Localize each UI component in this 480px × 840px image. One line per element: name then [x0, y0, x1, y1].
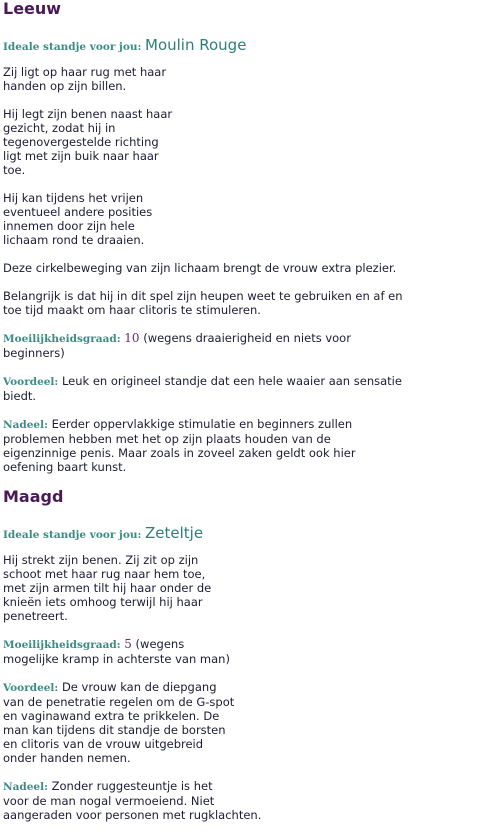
con-label: Nadeel:	[3, 419, 48, 431]
section-leeuw	[3, 0, 477, 474]
ideal-position-line	[3, 523, 477, 545]
description-paragraph: Hij kan tijdens het vrijen eventueel andere posities innemen door zijn hele lichaam rond te draaien.	[3, 191, 153, 247]
article	[3, 0, 477, 822]
position-name: Zeteltje	[145, 524, 204, 542]
difficulty-label: Moeilijkheidsgraad:	[3, 639, 121, 651]
difficulty-paragraph	[3, 331, 477, 360]
difficulty-text: (wegens draaierigheid en niets voor beginners)	[3, 331, 351, 360]
con-label: Nadeel:	[3, 781, 48, 793]
difficulty-text: (wegens mogelijke kramp in achterste van man)	[3, 637, 230, 666]
description-paragraph: Belangrijk is dat hij in dit spel zijn heupen weet te gebruiken en af en toe tijd maakt om haar clitoris te stimuleren.	[3, 289, 403, 317]
ideal-position-label: Ideale standje voor jou:	[3, 41, 142, 53]
con-paragraph	[3, 417, 477, 474]
description-paragraph: Deze cirkelbeweging van zijn lichaam brengt de vrouw extra plezier.	[3, 261, 397, 275]
section-maagd	[3, 488, 477, 822]
con-text: Eerder oppervlakkige stimulatie en beginners zullen problemen hebben met het op zijn plaats houden van de eigenzinnige penis. Maar zoals in zoveel zaken geldt ook hier oefening baart kunst.	[3, 417, 356, 474]
description-paragraph: Hij legt zijn benen naast haar gezicht, zodat hij in tegenovergestelde richting ligt met zijn buik naar haar toe.	[3, 107, 173, 177]
sign-title: Maagd	[3, 487, 64, 506]
pro-label: Voordeel:	[3, 376, 59, 388]
pro-label: Voordeel:	[3, 682, 59, 694]
position-name: Moulin Rouge	[145, 36, 247, 54]
con-paragraph	[3, 779, 477, 822]
difficulty-value: 5	[124, 637, 132, 651]
pro-paragraph	[3, 374, 477, 403]
difficulty-paragraph	[3, 637, 477, 666]
difficulty-value: 10	[124, 331, 140, 345]
pro-text: Leuk en origineel standje dat een hele waaier aan sensatie biedt.	[3, 374, 402, 403]
con-text: Zonder ruggesteuntje is het voor de man nogal vermoeiend. Niet aangeraden voor personen met rugklachten.	[3, 779, 262, 822]
pro-text: De vrouw kan de diepgang van de penetratie regelen om de G-spot en vaginawand extra te prikkelen. De man kan tijdens dit standje de borsten en clitoris van de vrouw uitgebreid onder handen nemen.	[3, 680, 235, 765]
description-paragraph: Hij strekt zijn benen. Zij zit op zijn schoot met haar rug naar hem toe, met zijn armen tilt hij haar onder de knieën iets omhoog terwijl hij haar penetreert.	[3, 553, 212, 623]
pro-paragraph	[3, 680, 477, 765]
sign-title: Leeuw	[3, 0, 62, 18]
difficulty-label: Moeilijkheidsgraad:	[3, 333, 121, 345]
ideal-position-line	[3, 35, 477, 57]
description-paragraph: Zij ligt op haar rug met haar handen op zijn billen.	[3, 65, 167, 93]
ideal-position-label: Ideale standje voor jou:	[3, 529, 142, 541]
